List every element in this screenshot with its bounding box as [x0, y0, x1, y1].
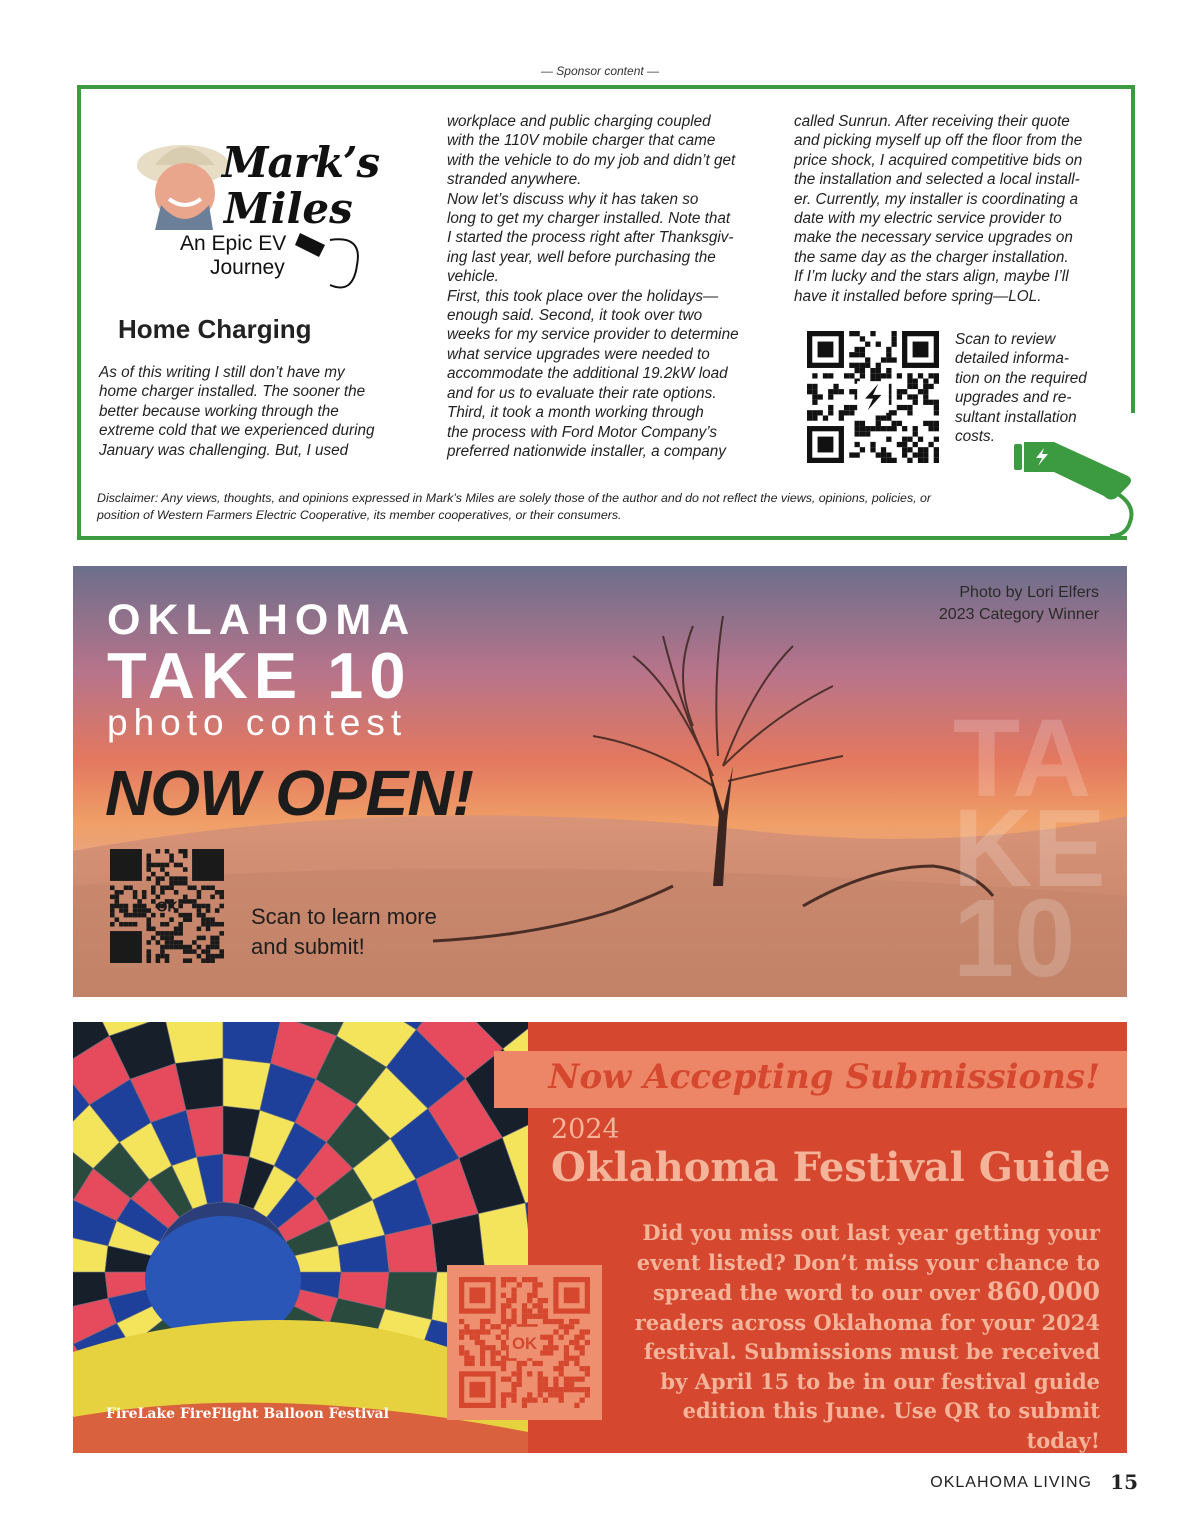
logo-subtitle-line2: Journey [210, 256, 285, 279]
svg-text:10: 10 [953, 877, 1076, 997]
sponsor-frame-right [1131, 85, 1135, 413]
disclaimer: Disclaimer: Any views, thoughts, and opinions expressed in Mark’s Miles are solely those of the author and do not reflect the views, opinions, policies, or position of Western Farmers Electric Cooperative, its member cooperatives, or their consumers. [97, 491, 932, 522]
qr-badge-text: OK [156, 899, 178, 916]
qr-badge-text: OK [511, 1333, 538, 1353]
magazine-name: OKLAHOMA LIVING [930, 1474, 1092, 1491]
festival-photo-caption: FireLake FireFlight Balloon Festival [106, 1406, 389, 1422]
sponsor-label: — Sponsor content — [540, 64, 660, 78]
festival-body: Did you miss out last year getting your event listed? Don’t miss your chance to spread the word to our over 860,000 readers across Oklahoma for your 2024 festival. Submissions must be received by April 15 to be in our festival guide edition this June. Use QR to submit today! [634, 1220, 1100, 1453]
contest-headline: NOW OPEN! [105, 757, 473, 829]
photo-credit: Photo by Lori Elfers 2023 Category Winner [938, 584, 1099, 623]
contest-scan-text: Scan to learn more and submit! [251, 904, 437, 959]
festival-qr-frame [447, 1265, 602, 1420]
logo-subtitle-line1: An Epic EV [180, 232, 287, 255]
article-column-2: workplace and public charging coupled with the 110V mobile charger that came with the vehicle to do my job and didn’t get stranded anywhere. Now let’s discuss why it has taken so long to get my charger installed. Note that I started the process right after Thanksgiv- ing last year, well before purchasing the vehicle. First, this took place over the holidays— enough said. Second, it took over two weeks for my service provider to determine what service upgrades were needed to accommodate the additional 19.2kW load and for us to evaluate their rate options. Third, it took a month working through the process with Ford Motor Company’s preferred nationwide installer, a company [447, 113, 739, 460]
contest-line-photo: photo contest [107, 702, 408, 743]
photo-contest-banner[interactable] [73, 566, 1127, 997]
contest-line-take10: TAKE 10 [107, 639, 412, 712]
logo-title-line2: Miles [224, 184, 353, 233]
festival-guide-banner[interactable] [73, 1022, 1127, 1453]
sponsor-frame-bottom [77, 536, 1127, 540]
svg-text:TA: TA [953, 697, 1092, 820]
article-column-1: As of this writing I still don’t have my home charger installed. The sooner the better because working through the extreme cold that we experienced during January was challenging. But, I used [99, 364, 375, 459]
charger-qr-code[interactable] [807, 331, 939, 463]
contest-qr-code[interactable] [110, 849, 224, 963]
festival-year: 2024 [551, 1114, 620, 1145]
logo-title-line1: Mark’s [222, 138, 380, 187]
page-number: 15 [1110, 1470, 1138, 1494]
article-column-3: called Sunrun. After receiving their quote and picking myself up off the floor from the price shock, I acquired competitive bids on the installation and selected a local install- er. Currently, my installer is coordinating a date with my electric service provider to make the necessary service upgrades on the same day as the charger installation. If I’m lucky and the stars align, maybe I’ll have it installed before spring—LOL. [794, 113, 1083, 305]
festival-qr-code[interactable] [459, 1277, 590, 1408]
svg-text:KE: KE [953, 787, 1106, 910]
ev-plug-icon [1010, 436, 1140, 546]
festival-banner-text: Now Accepting Submissions! [548, 1057, 1100, 1097]
festival-title: Oklahoma Festival Guide [551, 1144, 1111, 1191]
article-heading: Home Charging [118, 314, 312, 344]
festival-reader-count: 860,000 [986, 1277, 1100, 1306]
contest-line-oklahoma: OKLAHOMA [107, 596, 417, 644]
qr-note: Scan to review detailed informa- tion on the required upgrades and re- sultant installation costs. [955, 331, 1087, 446]
